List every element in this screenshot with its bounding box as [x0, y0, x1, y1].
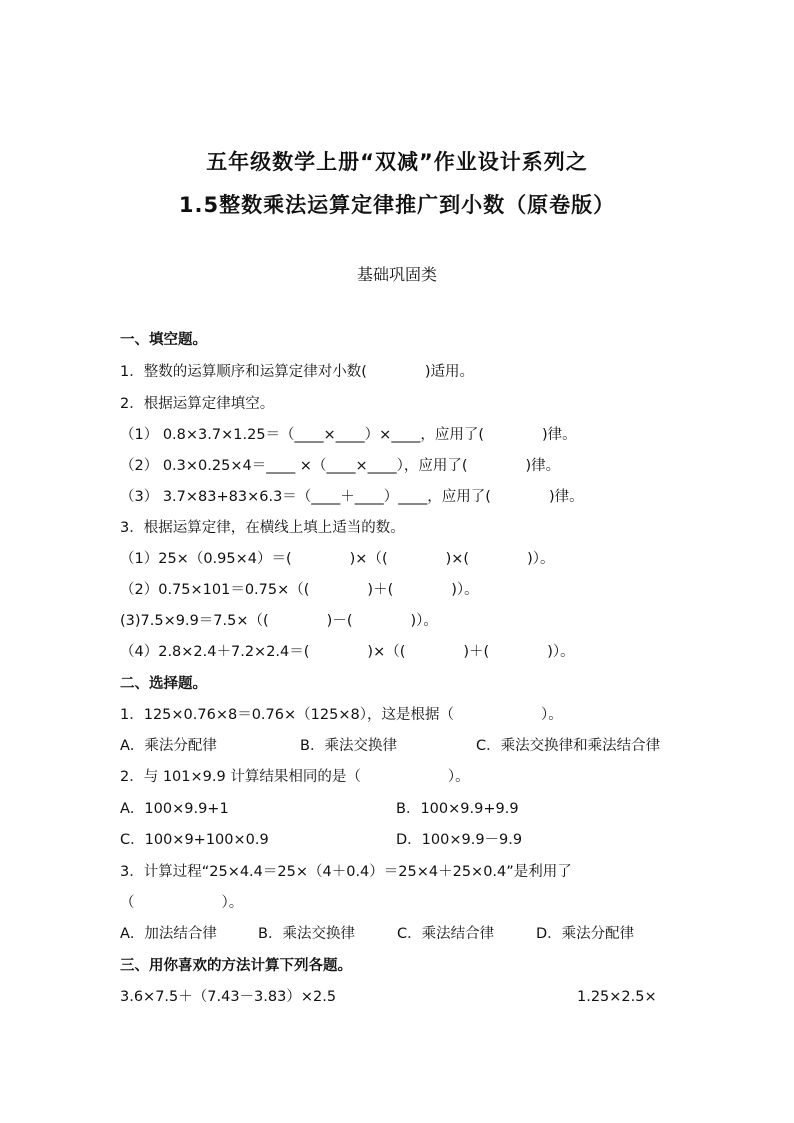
question-2-1-option-b: B．乘法交换律 — [300, 738, 397, 754]
question-2-2-option-d: D．100×9.9－9.9 — [396, 832, 523, 848]
question-2-2-option-a: A．100×9.9+1 — [120, 801, 229, 817]
question-1-2-item-3: （3） 3.7×83+83×6.3＝（____＋____）____，应用了( )律。 — [120, 489, 584, 505]
question-1-2-item-2: （2） 0.3×0.25×4＝____ ×（____×____），应用了( )律。 — [120, 458, 561, 474]
section-3-heading: 三、用你喜欢的方法计算下列各题。 — [120, 958, 352, 974]
calc-item-1: 3.6×7.5＋（7.43－3.83）×2.5 — [120, 989, 337, 1005]
calc-item-2: 1.25×2.5× — [577, 989, 657, 1005]
question-2-3-option-b: B．乘法交换律 — [258, 926, 355, 942]
question-1-3-item-1: （1）25×（0.95×4）＝( )×（( )×( )）。 — [120, 551, 555, 567]
question-1-3-item-2: （2）0.75×101＝0.75×（( )＋( )）。 — [120, 582, 479, 598]
question-2-3-option-a: A．加法结合律 — [120, 926, 217, 942]
question-1-3-item-4: （4）2.8×2.4＋7.2×2.4＝( )×（( )＋( )）。 — [120, 644, 575, 660]
section-2-heading: 二、选择题。 — [120, 676, 207, 692]
question-2-2-option-b: B．100×9.9+9.9 — [396, 801, 519, 817]
question-2-3-option-d: D．乘法分配律 — [536, 926, 635, 942]
question-2-1-option-a: A．乘法分配律 — [120, 738, 217, 754]
question-2-2: 2．与 101×9.9 计算结果相同的是（ ）。 — [120, 769, 470, 785]
question-2-3-blank: （ ）。 — [120, 895, 244, 911]
section-1-heading: 一、填空题。 — [120, 332, 207, 348]
question-2-3-option-c: C．乘法结合律 — [397, 926, 495, 942]
question-2-3: 3．计算过程“25×4.4＝25×（4＋0.4）＝25×4＋25×0.4”是利用了 — [120, 864, 572, 880]
question-1-3-item-3: (3)7.5×9.9＝7.5×（( )－( )）。 — [120, 613, 438, 629]
question-1-2: 2．根据运算定律填空。 — [120, 396, 275, 412]
question-2-1-option-c: C．乘法交换律和乘法结合律 — [476, 738, 661, 754]
question-2-2-option-c: C．100×9+100×0.9 — [120, 832, 269, 848]
question-2-1: 1．125×0.76×8＝0.76×（125×8），这是根据（ ）。 — [120, 707, 563, 723]
document-title-line-2: 1.5整数乘法运算定律推广到小数（原卷版） — [178, 193, 616, 217]
section-category-label: 基础巩固类 — [356, 265, 437, 284]
question-1-3: 3．根据运算定律，在横线上填上适当的数。 — [120, 520, 405, 536]
question-1-1: 1．整数的运算顺序和运算定律对小数( )适用。 — [120, 364, 475, 380]
document-title-line-1: 五年级数学上册“双减”作业设计系列之 — [206, 150, 588, 174]
question-1-2-item-1: （1） 0.8×3.7×1.25＝（____×____）×____，应用了( )律。 — [120, 427, 577, 443]
